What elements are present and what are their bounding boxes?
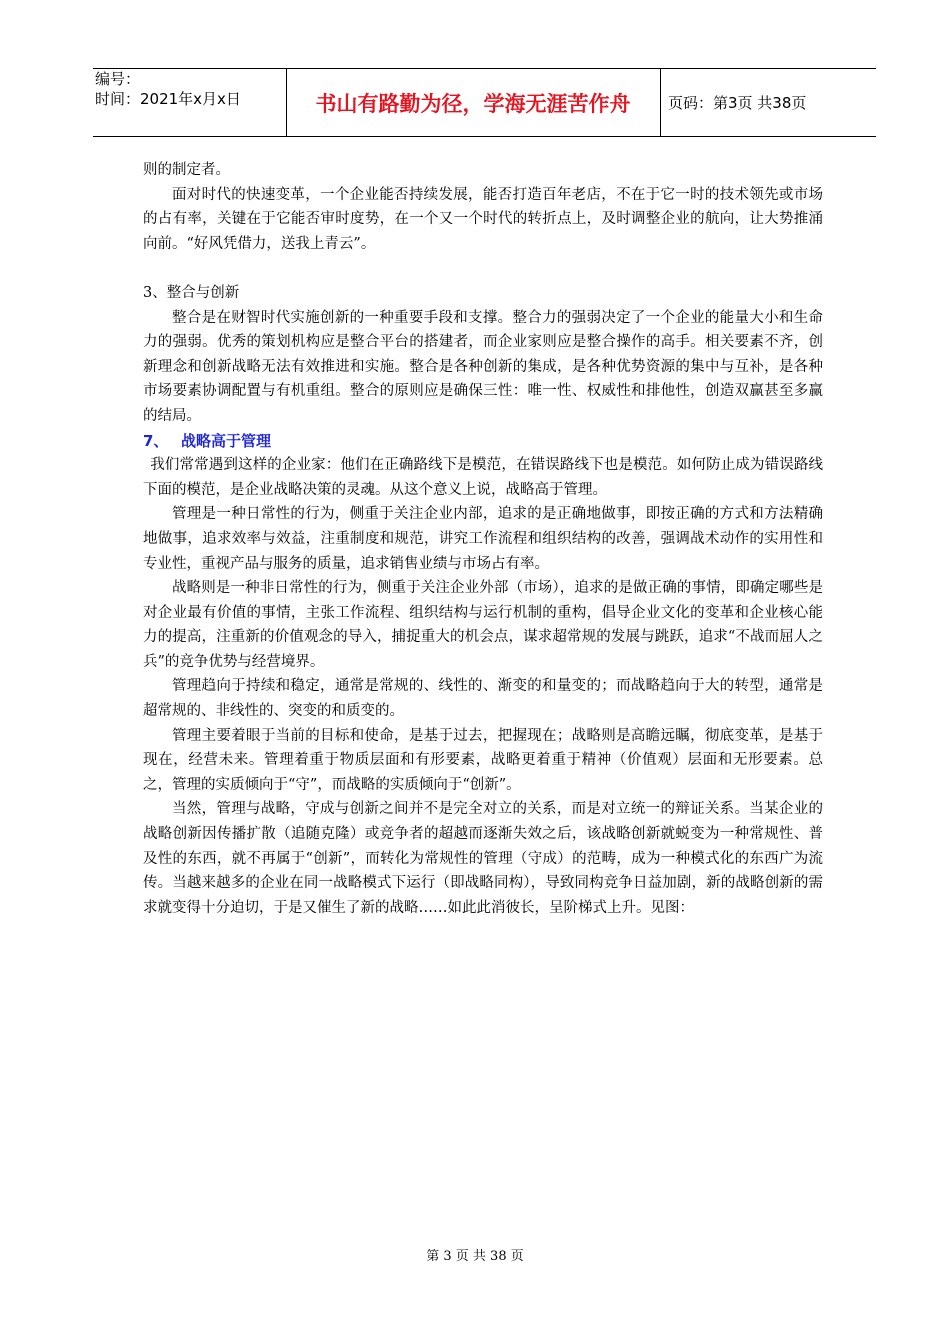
- paragraph-gap: [143, 256, 823, 281]
- header-motto: 书山有路勤为径，学海无涯苦作舟: [315, 91, 631, 116]
- document-body: [143, 158, 823, 920]
- header-page-label: 页码：第3页 共38页: [668, 94, 807, 112]
- header-meta: [95, 69, 285, 136]
- header-code-label: 编号：: [95, 70, 141, 88]
- paragraph: 战略则是一种非日常性的行为，侧重于关注企业外部（市场），追求的是做正确的事情，即确定哪些是对企业最有价值的事情，主张工作流程、组织结构与运行机制的重构，倡导企业文化的变革和企业核心能力的提高，注重新的价值观念的导入，捕捉重大的机会点，谋求超常规的发展与跳跃，追求“不战而屈人之兵”的竞争优势与经营境界。: [143, 580, 823, 670]
- paragraph: 管理主要着眼于当前的目标和使命，是基于过去，把握现在；战略则是高瞻远瞩，彻底变革，是基于现在，经营未来。管理着重于物质层面和有形要素，战略更着重于精神（价值观）层面和无形要素。总之，管理的实质倾向于“守”，而战略的实质倾向于“创新”。: [143, 727, 823, 793]
- paragraph: 管理趋向于持续和稳定，通常是常规的、线性的、渐变的和量变的；而战略趋向于大的转型，通常是超常规的、非线性的、突变的和质变的。: [143, 678, 823, 720]
- paragraph: 当然，管理与战略，守成与创新之间并不是完全对立的关系，而是对立统一的辩证关系。当某企业的战略创新因传播扩散（追随克隆）或竞争者的超越而逐渐失效之后，该战略创新就蜕变为一种常规性、普及性的东西，就不再属于“创新”，而转化为常规性的管理（守成）的范畴，成为一种模式化的东西广为流传。当越来越多的企业在同一战略模式下运行（即战略同构），导致同构竞争日益加剧，新的战略创新的需求就变得十分迫切，于是又催生了新的战略……如此此消彼长，呈阶梯式上升。见图：: [143, 801, 823, 916]
- page-footer: 第 3 页 共 38 页: [426, 1249, 524, 1264]
- paragraph: 管理是一种日常性的行为，侧重于关注企业内部，追求的是正确地做事，即按正确的方式和方法精确地做事，追求效率与效益，注重制度和规范，讲究工作流程和组织结构的改善，强调战术动作的实用性和专业性，重视产品与服务的质量，追求销售业绩与市场占有率。: [143, 506, 823, 572]
- section-heading: [143, 429, 823, 454]
- section-heading-text: 战略高于管理: [181, 431, 272, 450]
- paragraph: 我们常常遇到这样的企业家：他们在正确路线下是模范，在错误路线下也是模范。如何防止成为错误路线下面的模范，是企业战略决策的灵魂。从这个意义上说，战略高于管理。: [143, 457, 823, 498]
- section-title: 3、整合与创新: [143, 284, 240, 301]
- header-time-label: 时间：2021年x月x日: [95, 90, 241, 108]
- paragraph: 则的制定者。: [143, 162, 230, 178]
- header-divider: [286, 69, 287, 136]
- section-heading-number: 7、: [143, 431, 169, 450]
- page-header: [93, 68, 876, 137]
- paragraph: 面对时代的快速变革，一个企业能否持续发展，能否打造百年老店，不在于它一时的技术领先或市场的占有率，关键在于它能否审时度势，在一个又一个时代的转折点上，及时调整企业的航向，让大势推涌向前。“好风凭借力，送我上青云”。: [143, 186, 823, 252]
- paragraph: 整合是在财智时代实施创新的一种重要手段和支撑。整合力的强弱决定了一个企业的能量大小和生命力的强弱。优秀的策划机构应是整合平台的搭建者，而企业家则应是整合操作的高手。相关要素不齐，创新理念和创新战略无法有效推进和实施。整合是各种创新的集成，是各种优势资源的集中与互补，是各种市场要素协调配置与有机重组。整合的原则应是确保三性：唯一性、权威性和排他性，创造双赢甚至多赢的结局。: [143, 309, 823, 424]
- header-divider: [660, 69, 661, 136]
